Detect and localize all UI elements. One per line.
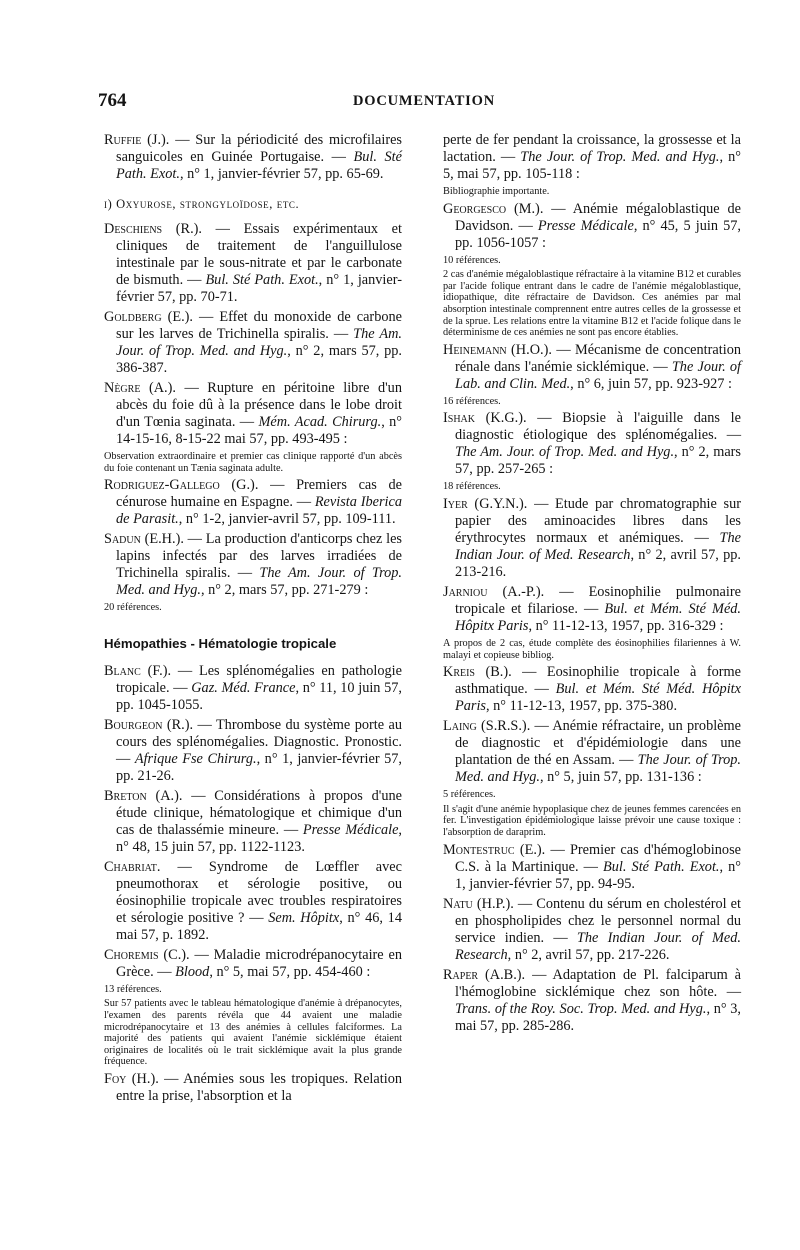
bibliography-entry: [104, 477, 402, 528]
bibliography-entry: [443, 896, 741, 964]
bibliography-entry: [104, 717, 402, 785]
entry-author: Chabriat.: [104, 858, 161, 875]
entry-journal: The Am. Jour. of Trop. Med. and Hyg.: [116, 565, 403, 599]
entry-note: 18 références.: [443, 481, 501, 493]
entry-title: — Premier cas d'hémoglobinose C.S. à la Martinique. —: [455, 841, 741, 875]
bibliography-entry: [104, 531, 402, 599]
entry-journal: Sem. Hôpitx: [268, 909, 340, 926]
entry-citation: , n° 3, mai 57, pp. 285-286.: [455, 1000, 742, 1034]
bibliography-entry: [104, 947, 402, 981]
bibliography-entry: [443, 132, 741, 183]
bibliography-entry: [443, 967, 741, 1035]
entry-author: Nègre (A.).: [104, 380, 176, 396]
entry-author: Heinemann (H.O.).: [443, 341, 552, 358]
entry-citation: , n° 5, juin 57, pp. 131-136 :: [539, 769, 702, 786]
entry-journal: Presse Médicale: [537, 217, 634, 234]
bibliography-entry: [104, 380, 402, 448]
bibliography-entry: [443, 584, 741, 635]
entry-journal: Revista Iberica de Parasit.: [116, 494, 402, 528]
entry-author: Ruffie (J.).: [104, 132, 170, 148]
entry-citation: , n° 1, janvier-février 57, pp. 94-95.: [455, 858, 742, 892]
entry-note: 2 cas d'anémie mégaloblastique réfractaire à la vitamine B12 et curables par l'acide folique entrant dans le cadre de l'anémie mégaloblastique, idiopathique, dite réfractaire de Davidson. Ces anémies par mal absorption intestinale comprennent entre autres celles de la grossesse et de la sprue. Les relations entre la vitamine B12 et l'acide folique dans le déterminisme de ces anémies ne sont pas encore établies.: [443, 269, 741, 339]
entry-journal: Bul. et Mém. Sté Méd. Hôpitx Paris: [455, 600, 742, 634]
entry-journal: Trans. of the Roy. Soc. Trop. Med. and Hyg.: [455, 1000, 707, 1017]
entry-journal: Presse Médicale: [302, 821, 399, 838]
entry-journal: Bul. Sté Path. Exot.: [116, 149, 402, 182]
entry-citation: , n° 11-12-13, 1957, pp. 375-380.: [485, 698, 678, 715]
entry-note: 20 références.: [104, 602, 162, 614]
entry-citation: , n° 2, mars 57, pp. 257-265 :: [455, 444, 741, 478]
entry-journal: Bul. Sté Path. Exot.: [205, 272, 319, 288]
entry-title: — Syndrome de Lœffler avec pneumothorax et sérologie positive, ou éosinophilie tropicale avec troubles respiratoires et sérologie positive ? —: [116, 858, 402, 926]
entry-note: Il s'agit d'une anémie hypoplasique chez de jeunes femmes carencées en fer. L'investigation épidémiologique laisse prévoir une cause toxique : l'absorption de daraprim.: [443, 803, 741, 838]
entry-author: Foy (H.).: [104, 1070, 159, 1087]
entry-title: — Adaptation de Pl. falciparum à l'hémoglobine sicklémique chez son hôte. —: [455, 966, 741, 1000]
entry-author: Choremis (C.).: [104, 946, 190, 963]
entry-title: — Anémies sous les tropiques. Relation entre la prise, l'absorption et la: [116, 1070, 402, 1104]
entry-citation: , n° 5, mai 57, pp. 454-460 :: [209, 963, 371, 980]
entry-title: — Les splénomégalies en pathologie tropicale. —: [116, 662, 403, 696]
entry-title: — Thrombose du système porte au cours des splénomégalies. Diagnostic. Pronostic. —: [116, 716, 402, 767]
entry-title: — Anémie réfractaire, un problème de diagnostic et d'épidémiologie dans une plantation de thé en Assam. —: [455, 718, 741, 769]
entry-note: Observation extraordinaire et premier cas clinique rapporté d'un abcès du foie contenant un Tænia saginata adulte.: [104, 451, 402, 474]
entry-title: — Anémie mégaloblastique de Davidson. —: [455, 200, 741, 234]
entry-author: Montestruc (E.).: [443, 841, 546, 858]
entry-title: — Contenu du sérum en cholestérol et en phospholipides chez le personnel normal du service indien. —: [455, 895, 741, 946]
entry-title: perte de fer pendant la croissance, la grossesse et la lactation. —: [443, 132, 741, 165]
bibliography-entry: [104, 221, 402, 306]
entry-journal: Mém. Acad. Chirurg.: [258, 414, 382, 430]
entry-author: Georgesco (M.).: [443, 200, 544, 217]
entry-title: — Rupture en péritoine libre d'un abcès du foie dû à la présence dans le lobe droit d'un Tœnia saginata. —: [116, 380, 402, 430]
entry-journal: The Am. Jour. of Trop. Med. and Hyg.: [116, 326, 402, 359]
entry-title: — Considérations à propos d'une étude clinique, hématologique et chimique d'un cas de thalassémie mineure. —: [116, 787, 402, 838]
bibliography-entry: [104, 132, 402, 183]
entry-author: Ishak (K.G.).: [443, 410, 527, 427]
entry-title: — Sur la périodicité des microfilaires sanguicoles en Guinée Portugaise. —: [116, 132, 402, 165]
page-header: [98, 90, 718, 114]
entry-author: Deschiens (R.).: [104, 221, 202, 237]
entry-citation: , n° 14-15-16, 8-15-22 mai 57, pp. 493-495 :: [116, 414, 403, 447]
entry-journal: The Indian Jour. of Med. Research: [455, 529, 741, 563]
entry-note: 13 références.: [104, 983, 162, 995]
bibliography-entry: [443, 496, 741, 581]
entry-author: Natu (H.P.).: [443, 895, 514, 912]
entry-journal: The Indian Jour. of Med. Research: [455, 929, 741, 963]
entry-journal: The Jour. of Lab. and Clin. Med.: [455, 358, 741, 392]
bibliography-entry: [104, 309, 402, 377]
entry-title: — Premiers cas de cénurose humaine en Espagne. —: [116, 477, 402, 511]
entry-journal: Bul. Sté Path. Exot.: [603, 858, 720, 875]
entry-citation: , n° 11, 10 juin 57, pp. 1045-1055.: [116, 679, 402, 713]
entry-citation: , n° 48, 15 juin 57, pp. 1122-1123.: [116, 821, 402, 855]
running-title: DOCUMENTATION: [353, 93, 495, 109]
entry-note: 10 références.: [443, 254, 501, 266]
entry-author: Raper (A.B.).: [443, 966, 526, 983]
entry-citation: , n° 6, juin 57, pp. 923-927 :: [570, 375, 732, 392]
subsection-heading: i) Oxyurose, strongyloïdose, etc.: [104, 197, 300, 211]
entry-citation: , n° 2, mars 57, pp. 271-279 :: [200, 582, 369, 599]
bibliography-entry: [443, 201, 741, 252]
entry-journal: The Jour. of Trop. Med. and Hyg.: [520, 149, 720, 165]
entry-journal: The Jour. of Trop. Med. and Hyg.: [455, 752, 741, 786]
entry-author: Rodriguez-Gallego (G.).: [104, 477, 259, 494]
entry-journal: Afrique Fse Chirurg.: [134, 750, 257, 767]
entry-citation: , n° 1, janvier-février 57, pp. 65-69.: [179, 166, 384, 182]
bibliography-entry: [104, 663, 402, 714]
page-number: 764: [98, 90, 127, 111]
entry-note: A propos de 2 cas, étude complète des éosinophilies filariennes à W. malayi et copieuse bibliog.: [443, 637, 741, 661]
entry-author: Laing (S.R.S.).: [443, 718, 531, 735]
entry-author: Sadun (E.H.).: [104, 531, 184, 548]
entry-note: Bibliographie importante.: [443, 186, 550, 197]
bibliography-entry: [104, 859, 402, 944]
section-heading: Hémopathies - Hématologie tropicale: [104, 635, 337, 651]
entry-citation: , n° 5, mai 57, pp. 105-118 :: [443, 149, 741, 182]
entry-citation: , n° 2, mars 57, pp. 386-387.: [116, 343, 402, 376]
bibliography-entry: [443, 842, 741, 893]
entry-title: — Essais expérimentaux et cliniques de traitement de l'anguillulose intestinale par le sous-nitrate et par le carbonate de bismuth. —: [116, 221, 403, 288]
entry-title: — Biopsie à l'aiguille dans le diagnostic étiologique des splénomégalies. —: [455, 410, 741, 444]
entry-author: Blanc (F.).: [104, 662, 172, 679]
entry-citation: , n° 1, janvier-février 57, pp. 70-71.: [116, 272, 402, 305]
entry-citation: , n° 2, avril 57, pp. 217-226.: [507, 946, 670, 963]
entry-title: — Mécanisme de concentration rénale dans l'anémie sicklémique. —: [455, 341, 741, 375]
entry-author: Iyer (G.Y.N.).: [443, 495, 528, 512]
entry-journal: Gaz. Méd. France: [191, 679, 296, 696]
entry-citation: , n° 45, 5 juin 57, pp. 1056-1057 :: [455, 217, 741, 251]
entry-title: — Etude par chromatographie sur papier des aminoacides libres dans les érythrocytes normaux et anémiques. —: [455, 495, 741, 546]
entry-citation: , n° 46, 14 mai 57, p. 1892.: [116, 909, 402, 943]
entry-citation: , n° 1-2, janvier-avril 57, pp. 109-111.: [178, 511, 396, 528]
bibliography-entry: [443, 718, 741, 786]
entry-journal: Blood: [175, 963, 210, 980]
entry-author: Goldberg (E.).: [104, 309, 193, 325]
entry-author: Kreis (B.).: [443, 664, 512, 681]
entry-title: — Effet du monoxide de carbone sur les larves de Trichinella spiralis. —: [116, 309, 402, 342]
entry-author: Jarniou (A.-P.).: [443, 583, 545, 600]
left-column: [104, 132, 402, 1108]
entry-note: Sur 57 patients avec le tableau hématologique d'anémie à drépanocytes, l'examen des parents révéla que 44 avaient une maladie microdrépanocytaire et 13 des anémies à cellules falciformes. La majorité des patients qui avaient l'anémie sicklémique étaient originaires de localités où le trait sicklémique avait la plus grande fréquence.: [104, 998, 402, 1068]
entry-citation: , n° 2, avril 57, pp. 213-216.: [455, 546, 741, 580]
entry-note: 16 références.: [443, 395, 501, 407]
entry-citation: , n° 11-12-13, 1957, pp. 316-329 :: [528, 617, 724, 634]
entry-title: — Eosinophilie pulmonaire tropicale et filariose. —: [455, 583, 741, 617]
entry-author: Bourgeon (R.).: [104, 716, 194, 733]
entry-journal: Bul. et Mém. Sté Méd. Hôpitx Paris: [455, 681, 741, 715]
bibliography-entry: [443, 342, 741, 393]
bibliography-entry: [104, 788, 402, 856]
right-column: [443, 132, 741, 1038]
entry-title: — Maladie microdrépanocytaire en Grèce. —: [116, 946, 403, 980]
entry-citation: , n° 1, janvier-février 57, pp. 21-26.: [116, 750, 402, 784]
entry-title: — La production d'anticorps chez les lapins infectés par des larves irradiées de Trichinella spiralis. —: [116, 531, 402, 582]
entry-note: 5 références.: [443, 789, 496, 801]
entry-journal: The Am. Jour. of Trop. Med. and Hyg.: [455, 444, 675, 461]
entry-author: Breton (A.).: [104, 787, 183, 804]
entry-title: — Eosinophilie tropicale à forme asthmatique. —: [455, 664, 741, 698]
bibliography-entry: [104, 1071, 402, 1105]
bibliography-entry: [443, 410, 741, 478]
bibliography-entry: [443, 664, 741, 715]
